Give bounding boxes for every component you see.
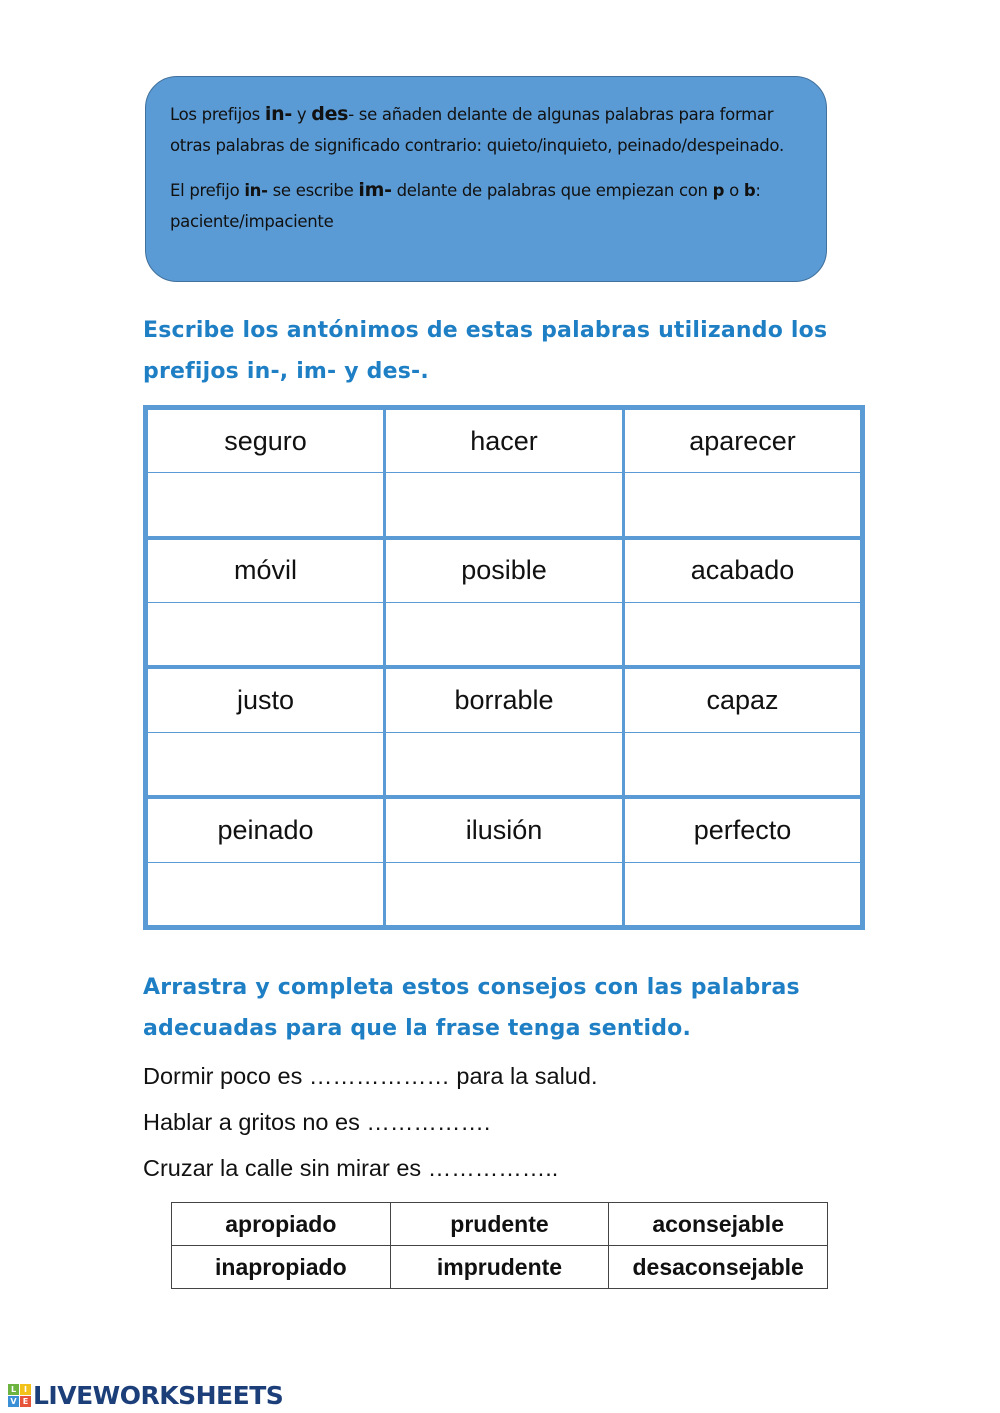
info-paragraph-2 (170, 175, 802, 237)
answer-input[interactable] (146, 862, 385, 927)
word-row (146, 667, 863, 732)
answer-input[interactable] (385, 473, 624, 538)
answer-input[interactable] (624, 862, 863, 927)
sentence-text: para la salud. (449, 1063, 598, 1089)
logo-square-v: V (8, 1396, 19, 1407)
info-text: delante de palabras que empiezan con (391, 181, 713, 200)
answer-input[interactable] (146, 603, 385, 668)
answer-input[interactable] (146, 473, 385, 538)
logo-icon (8, 1384, 31, 1407)
exercise2-instruction: Arrastra y completa estos consejos con las palabras adecuadas para que la frase tenga sentido. (143, 975, 800, 1041)
sentence (143, 1109, 490, 1136)
info-text: Los prefijos (170, 105, 265, 124)
draggable-word[interactable]: apropiado (172, 1203, 391, 1246)
answer-input[interactable] (624, 473, 863, 538)
info-text: El prefijo (170, 181, 245, 200)
info-text: - se añaden delante de algunas palabras para formar otras palabras de significado contrario: quieto/inquieto, peinado/despeinado. (170, 105, 784, 155)
info-text: y (291, 105, 312, 124)
draggable-word[interactable]: desaconsejable (609, 1246, 828, 1289)
prefix-des: des (311, 103, 349, 125)
word-cell: capaz (624, 667, 863, 732)
word-cell: hacer (385, 408, 624, 473)
info-box (145, 76, 827, 282)
sentence-text: Dormir poco es (143, 1063, 309, 1089)
word-cell: acabado (624, 538, 863, 603)
logo-square-e: E (20, 1396, 31, 1407)
answer-row (146, 732, 863, 797)
prefix-in: in- (244, 181, 268, 200)
answer-input[interactable] (385, 603, 624, 668)
letter-b: b (743, 181, 756, 200)
word-cell: aparecer (624, 408, 863, 473)
exercise1-instruction: Escribe los antónimos de estas palabras utilizando los prefijos in-, im- y des-. (143, 318, 828, 384)
logo-square-i: I (20, 1384, 31, 1395)
info-text: se escribe (267, 181, 359, 200)
word-row (146, 408, 863, 473)
prefix-im: im- (358, 179, 392, 201)
word-cell: ilusión (385, 797, 624, 862)
answer-row (146, 862, 863, 927)
logo-square-l: L (8, 1384, 19, 1395)
answer-row (146, 473, 863, 538)
antonyms-table (143, 405, 865, 930)
drop-blank[interactable]: ……………… (308, 1063, 450, 1089)
logo-text: LIVEWORKSHEETS (33, 1381, 284, 1410)
sentence-text: Cruzar la calle sin mirar es (143, 1155, 428, 1181)
word-cell: borrable (385, 667, 624, 732)
draggable-word[interactable]: imprudente (390, 1246, 609, 1289)
drop-blank[interactable]: …………….. (427, 1155, 559, 1181)
draggable-word[interactable]: prudente (390, 1203, 609, 1246)
word-bank-table (171, 1202, 828, 1289)
word-row (146, 538, 863, 603)
sentence-text: Hablar a gritos no es (143, 1109, 367, 1135)
prefix-in: in- (264, 103, 292, 125)
answer-input[interactable] (624, 603, 863, 668)
sentence (143, 1063, 597, 1090)
word-bank-row (172, 1246, 828, 1289)
info-text: : paciente/impaciente (170, 181, 761, 231)
word-cell: seguro (146, 408, 385, 473)
word-cell: justo (146, 667, 385, 732)
draggable-word[interactable]: aconsejable (609, 1203, 828, 1246)
word-cell: móvil (146, 538, 385, 603)
info-paragraph-1 (170, 99, 802, 161)
word-row (146, 797, 863, 862)
answer-input[interactable] (624, 732, 863, 797)
answer-row (146, 603, 863, 668)
word-cell: peinado (146, 797, 385, 862)
answer-input[interactable] (146, 732, 385, 797)
draggable-word[interactable]: inapropiado (172, 1246, 391, 1289)
letter-p: p (712, 181, 725, 200)
word-bank-row (172, 1203, 828, 1246)
info-text: o (724, 181, 744, 200)
sentence (143, 1155, 558, 1182)
drop-blank[interactable]: ……………. (366, 1109, 491, 1135)
word-cell: posible (385, 538, 624, 603)
answer-input[interactable] (385, 862, 624, 927)
answer-input[interactable] (385, 732, 624, 797)
word-cell: perfecto (624, 797, 863, 862)
liveworksheets-logo (8, 1381, 283, 1410)
